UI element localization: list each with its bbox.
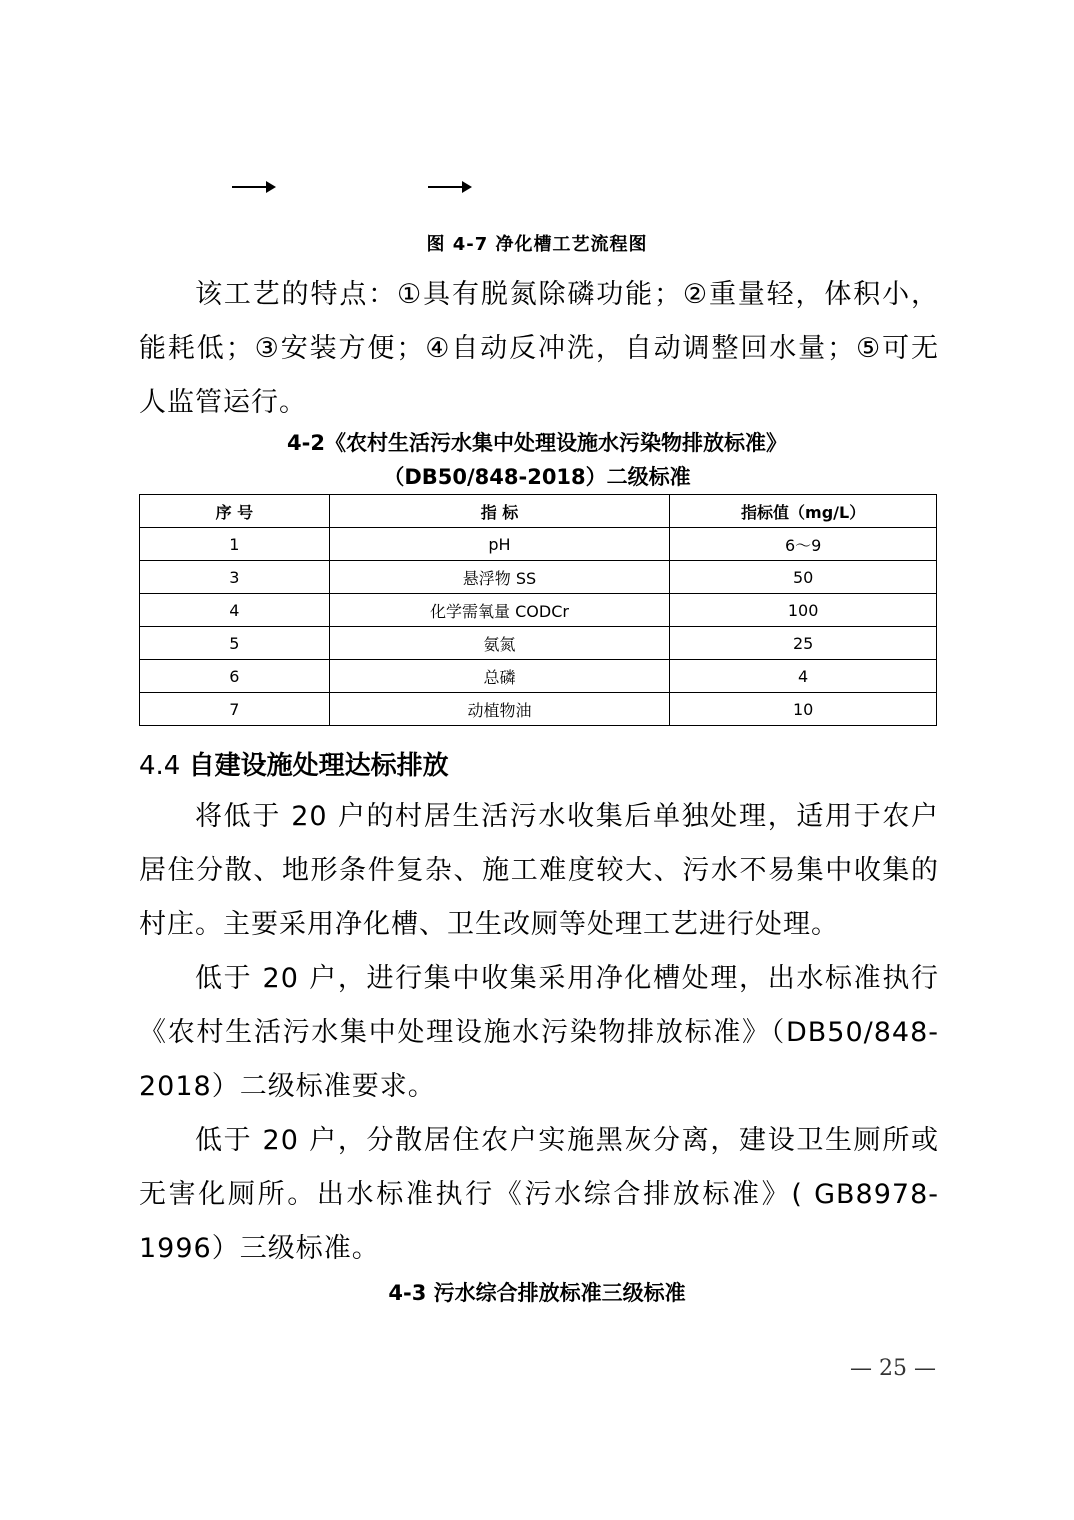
cell-value: 50 — [670, 561, 937, 594]
table-row — [140, 528, 937, 561]
cell-index: 4 — [140, 594, 330, 627]
discharge-standard-table — [139, 494, 937, 726]
cell-indicator: 氨氮 — [329, 627, 670, 660]
cell-value: 10 — [670, 693, 937, 726]
cell-indicator: 化学需氧量 CODCr — [329, 594, 670, 627]
cell-index: 6 — [140, 660, 330, 693]
scope-paragraph: 将低于 20 户的村居生活污水收集后单独处理，适用于农户居住分散、地形条件复杂、施工难度较大、污水不易集中收集的村庄。主要采用净化槽、卫生改厕等处理工艺进行处理。 — [139, 801, 939, 940]
cell-value: 4 — [670, 660, 937, 693]
arrow-right-icon — [232, 180, 276, 194]
cell-indicator: 动植物油 — [329, 693, 670, 726]
cell-index: 1 — [140, 528, 330, 561]
table-header-row — [140, 495, 937, 528]
section-number: 4.4 — [139, 751, 181, 781]
table-row — [140, 627, 937, 660]
section-title: 自建设施处理达标排放 — [188, 751, 449, 781]
table-row — [140, 561, 937, 594]
header-indicator: 指 标 — [329, 495, 670, 528]
figure-caption: 图 4-7 净化槽工艺流程图 — [426, 234, 648, 255]
cell-index: 5 — [140, 627, 330, 660]
arrow-right-icon — [428, 180, 472, 194]
cell-value: 25 — [670, 627, 937, 660]
page-number: — 25 — — [850, 1356, 936, 1381]
section-heading — [139, 744, 449, 788]
table-row — [140, 594, 937, 627]
centralized-paragraph: 低于 20 户，进行集中收集采用净化槽处理，出水标准执行《农村生活污水集中处理设施水污染物排放标准》（DB50/848-2018）二级标准要求。 — [139, 963, 939, 1102]
cell-value: 100 — [670, 594, 937, 627]
table-4-2-title-line1: 4-2《农村生活污水集中处理设施水污染物排放标准》 — [287, 431, 787, 455]
table-row — [140, 660, 937, 693]
table-row — [140, 693, 937, 726]
header-index: 序 号 — [140, 495, 330, 528]
header-value: 指标值（mg/L） — [670, 495, 937, 528]
table-4-2-title-line2: （DB50/848-2018）二级标准 — [383, 465, 691, 489]
features-paragraph: 该工艺的特点：①具有脱氮除磷功能；②重量轻，体积小，能耗低；③安装方便；④自动反冲洗，自动调整回水量；⑤可无人监管运行。 — [139, 279, 939, 418]
cell-indicator: 悬浮物 SS — [329, 561, 670, 594]
table-4-3-title: 4-3 污水综合排放标准三级标准 — [388, 1281, 686, 1305]
dispersed-paragraph: 低于 20 户，分散居住农户实施黑灰分离，建设卫生厕所或无害化厕所。出水标准执行《污水综合排放标准》( GB8978-1996）三级标准。 — [139, 1125, 939, 1264]
cell-indicator: 总磷 — [329, 660, 670, 693]
cell-value: 6～9 — [670, 528, 937, 561]
cell-indicator: pH — [329, 528, 670, 561]
cell-index: 7 — [140, 693, 330, 726]
cell-index: 3 — [140, 561, 330, 594]
